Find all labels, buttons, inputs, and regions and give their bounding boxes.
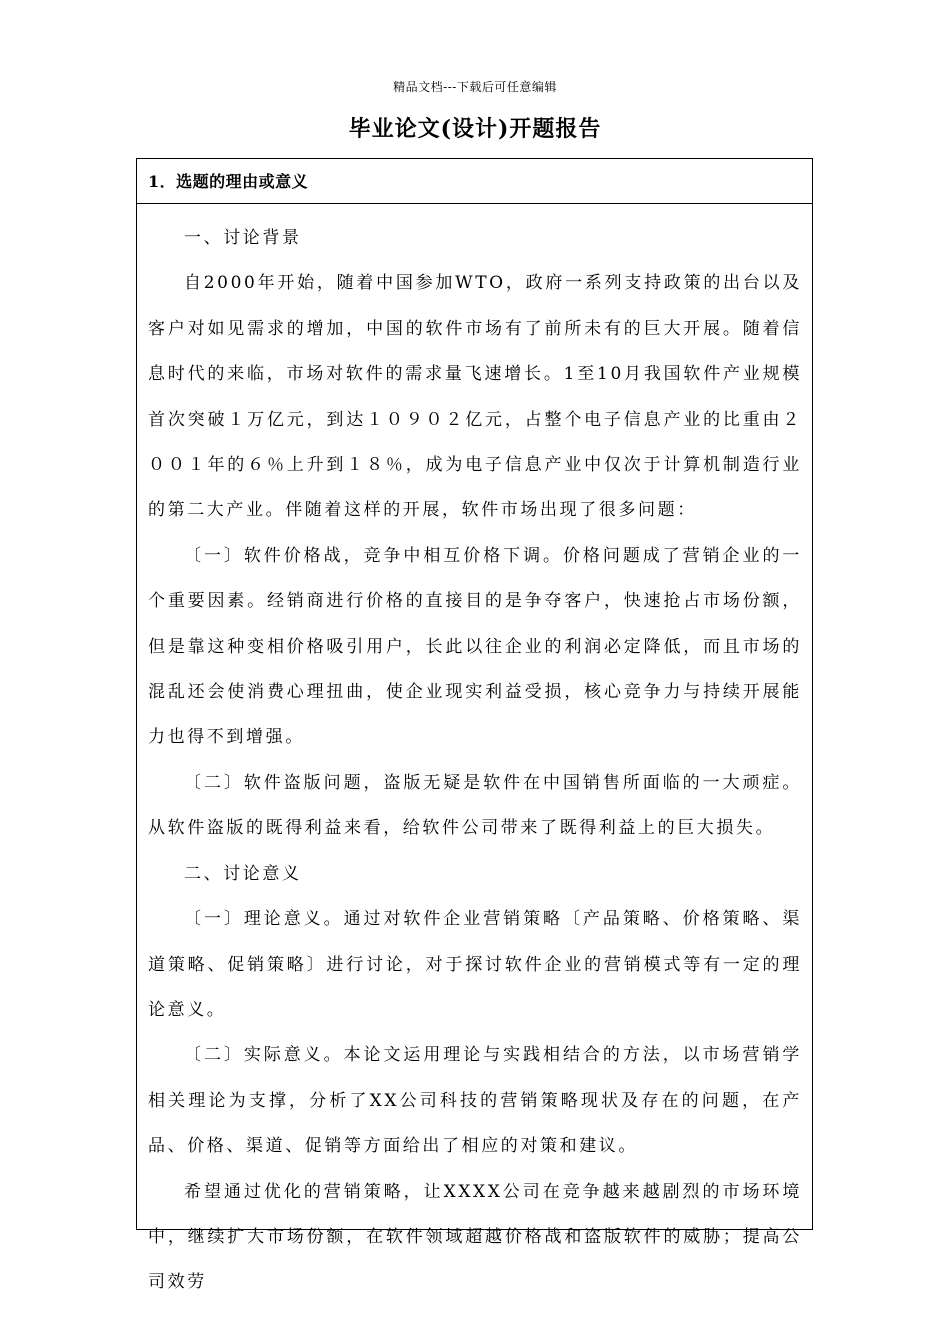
paragraph-piracy: 〔二〕软件盗版问题，盗版无疑是软件在中国销售所面临的一大顽症。从软件盗版的既得利益来看，给软件公司带来了既得利益上的巨大损失。 bbox=[148, 772, 802, 839]
paragraph-background-heading: 一、讨论背景 bbox=[184, 228, 302, 248]
section-heading: 1．选题的理由或意义 bbox=[137, 159, 812, 204]
document-title: 毕业论文(设计)开题报告 bbox=[348, 116, 602, 142]
paragraph-hope: 希望通过优化的营销策略，让XXXX公司在竞争越来越剧烈的市场环境中，继续扩大市场份额，在软件领域超越价格战和盗版软件的威胁；提高公司效劳 bbox=[148, 1181, 802, 1293]
section-body bbox=[137, 204, 812, 1306]
paragraph-background: 自2000年开始，随着中国参加WTO，政府一系列支持政策的出台以及客户对如见需求的增加，中国的软件市场有了前所未有的巨大开展。随着信息时代的来临，市场对软件的需求量飞速增长。1至10月我国软件产业规模首次突破１万亿元，到达１０９０２亿元，占整个电子信息产业的比重由２００１年的６％上升到１８％，成为电子信息产业中仅次于计算机制造行业的第二大产业。伴随着这样的开展，软件市场出现了很多问题： bbox=[148, 273, 802, 521]
paragraph-price-war: 〔一〕软件价格战，竞争中相互价格下调。价格问题成了营销企业的一个重要因素。经销商进行价格的直接目的是争夺客户，快速抢占市场份额，但是靠这种变相价格吸引用户，长此以往企业的利润必定降低，而且市场的混乱还会使消费心理扭曲，使企业现实利益受损，核心竞争力与持续开展能力也得不到增强。 bbox=[148, 545, 802, 748]
page-header-note: 精品文档---下载后可任意编辑 bbox=[393, 80, 557, 94]
paragraph-theoretical-significance: 〔一〕理论意义。通过对软件企业营销策略〔产品策略、价格策略、渠道策略、促销策略〕进行讨论，对于探讨软件企业的营销模式等有一定的理论意义。 bbox=[148, 909, 802, 1020]
report-table bbox=[136, 158, 813, 1293]
paragraph-practical-significance: 〔二〕实际意义。本论文运用理论与实践相结合的方法，以市场营销学相关理论为支撑，分析了XX公司科技的营销策略现状及存在的问题，在产品、价格、渠道、促销等方面给出了相应的对策和建议。 bbox=[148, 1045, 802, 1157]
paragraph-significance-heading: 二、讨论意义 bbox=[184, 863, 302, 884]
